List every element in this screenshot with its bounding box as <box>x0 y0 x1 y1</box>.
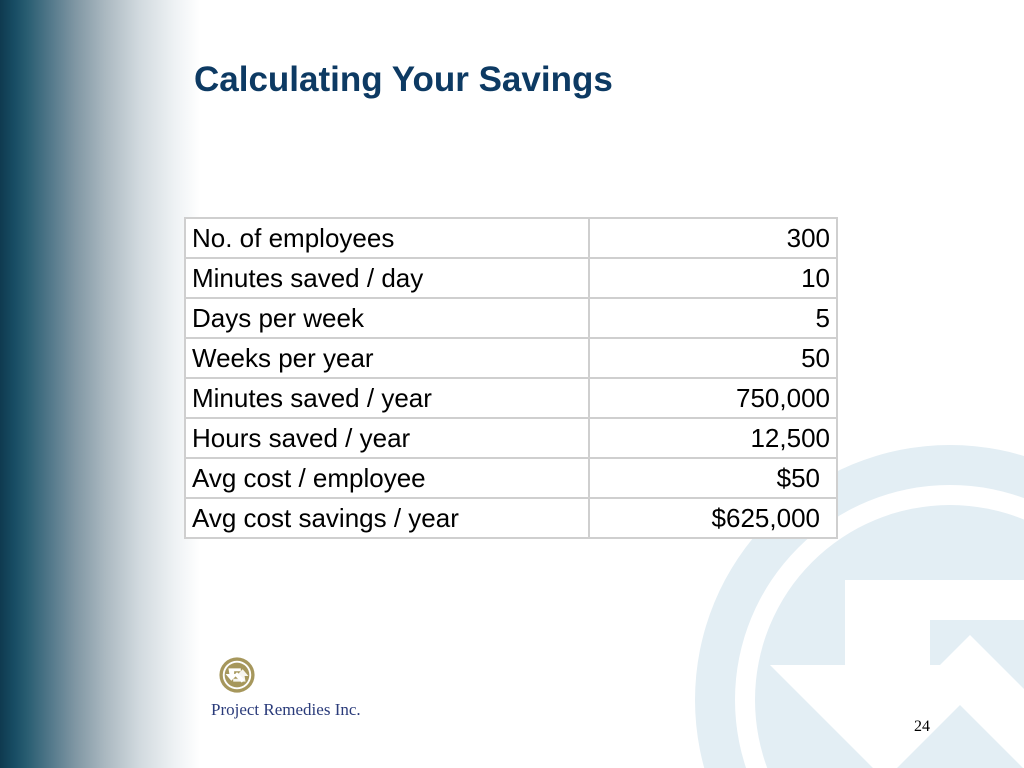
table-row <box>185 418 837 458</box>
page-number: 24 <box>914 718 930 735</box>
table-row <box>185 338 837 378</box>
row-label: Avg cost savings / year <box>185 498 589 538</box>
table-row <box>185 458 837 498</box>
table-row <box>185 258 837 298</box>
row-value: 50 <box>589 338 837 378</box>
row-label: Minutes saved / year <box>185 378 589 418</box>
row-label: Weeks per year <box>185 338 589 378</box>
logo-text: Project Remedies Inc. <box>211 700 361 719</box>
row-value: 12,500 <box>589 418 837 458</box>
row-label: No. of employees <box>185 218 589 258</box>
row-value: $50 <box>589 458 837 498</box>
row-label: Days per week <box>185 298 589 338</box>
company-logo <box>209 654 387 724</box>
row-label: Avg cost / employee <box>185 458 589 498</box>
project-remedies-emblem-icon <box>218 656 256 694</box>
row-value: 5 <box>589 298 837 338</box>
row-value: $625,000 <box>589 498 837 538</box>
row-value: 300 <box>589 218 837 258</box>
table-row <box>185 298 837 338</box>
left-gradient-bar <box>0 0 200 768</box>
slide-title: Calculating Your Savings <box>194 60 613 99</box>
savings-table <box>184 217 838 539</box>
table-row <box>185 218 837 258</box>
row-label: Minutes saved / day <box>185 258 589 298</box>
table-row <box>185 378 837 418</box>
row-value: 10 <box>589 258 837 298</box>
table-row <box>185 498 837 538</box>
row-value: 750,000 <box>589 378 837 418</box>
row-label: Hours saved / year <box>185 418 589 458</box>
